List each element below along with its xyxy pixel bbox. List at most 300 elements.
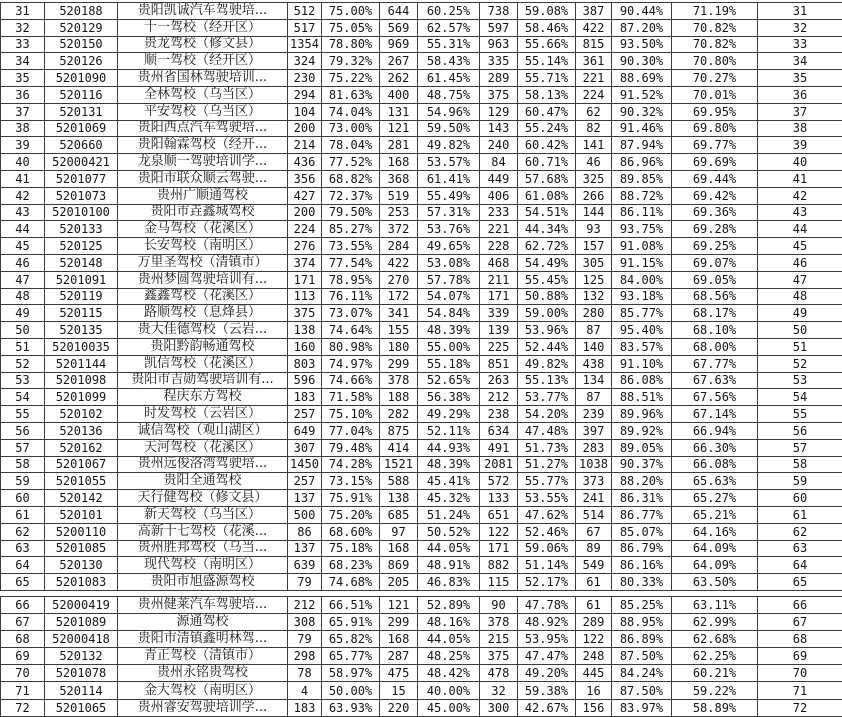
cell-rate-3: 52.17% (518, 574, 576, 591)
cell-count-4: 93 (576, 221, 612, 238)
cell-overall-rate: 69.44% (672, 170, 758, 187)
cell-rank-repeat: 64 (758, 557, 842, 574)
cell-count-2: 172 (380, 288, 418, 305)
cell-rate-3: 53.95% (518, 631, 576, 648)
cell-school-name: 十一驾校（经开区） (118, 19, 288, 36)
cell-school-code: 52000419 (45, 597, 118, 614)
cell-count-2: 281 (380, 137, 418, 154)
cell-count-4: 82 (576, 120, 612, 137)
cell-count-4: 134 (576, 372, 612, 389)
cell-count-4: 221 (576, 70, 612, 87)
cell-overall-rate: 62.99% (672, 614, 758, 631)
cell-school-name: 贵阳市垚鑫城驾校 (118, 204, 288, 221)
cell-count-3: 215 (480, 631, 518, 648)
cell-overall-rate: 70.80% (672, 53, 758, 70)
cell-rank: 46 (1, 254, 45, 271)
cell-count-4: 87 (576, 389, 612, 406)
cell-overall-rate: 69.25% (672, 238, 758, 255)
cell-rank: 31 (1, 3, 45, 20)
cell-count-3: 221 (480, 221, 518, 238)
cell-count-2: 588 (380, 473, 418, 490)
cell-rank: 47 (1, 271, 45, 288)
cell-rate-3: 55.13% (518, 372, 576, 389)
cell-rate-4: 87.20% (612, 19, 672, 36)
cell-rate-4: 87.94% (612, 137, 672, 154)
cell-count-3: 378 (480, 614, 518, 631)
cell-rate-3: 61.08% (518, 187, 576, 204)
cell-rate-1: 73.07% (322, 305, 380, 322)
cell-rate-2: 55.00% (418, 338, 480, 355)
cell-count-3: 738 (480, 3, 518, 20)
table-row (1, 389, 842, 406)
cell-rate-2: 56.38% (418, 389, 480, 406)
cell-school-code: 5201089 (45, 614, 118, 631)
cell-school-name: 平安驾校（乌当区） (118, 103, 288, 120)
cell-count-3: 228 (480, 238, 518, 255)
cell-rank: 38 (1, 120, 45, 137)
cell-school-name: 贵州省国林驾驶培训... (118, 70, 288, 87)
table-row (1, 338, 842, 355)
cell-school-code: 520132 (45, 648, 118, 665)
cell-rate-3: 53.96% (518, 322, 576, 339)
cell-rate-4: 93.18% (612, 288, 672, 305)
cell-school-code: 520131 (45, 103, 118, 120)
cell-count-4: 266 (576, 187, 612, 204)
cell-rate-2: 58.43% (418, 53, 480, 70)
cell-count-4: 132 (576, 288, 612, 305)
cell-school-code: 5201069 (45, 120, 118, 137)
cell-school-name: 贵阳全通驾校 (118, 473, 288, 490)
cell-rate-2: 55.31% (418, 36, 480, 53)
cell-rank: 54 (1, 389, 45, 406)
cell-school-name: 高新十七驾校（花溪... (118, 523, 288, 540)
cell-overall-rate: 64.09% (672, 557, 758, 574)
table-row (1, 456, 842, 473)
cell-school-name: 贵阳市吉勋驾驶培训有... (118, 372, 288, 389)
cell-school-name: 程庆东方驾校 (118, 389, 288, 406)
cell-school-name: 青正驾校（清镇市） (118, 648, 288, 665)
cell-rate-3: 53.55% (518, 490, 576, 507)
cell-school-name: 现代驾校（南明区） (118, 557, 288, 574)
cell-count-4: 815 (576, 36, 612, 53)
cell-count-1: 324 (288, 53, 322, 70)
table-row (1, 372, 842, 389)
cell-count-1: 375 (288, 305, 322, 322)
cell-school-name: 贵州胜邦驾校（乌当... (118, 540, 288, 557)
table-row (1, 523, 842, 540)
cell-count-1: 78 (288, 665, 322, 682)
cell-count-3: 468 (480, 254, 518, 271)
cell-school-code: 520114 (45, 682, 118, 699)
table-row (1, 120, 842, 137)
cell-rank: 43 (1, 204, 45, 221)
cell-rate-1: 74.04% (322, 103, 380, 120)
cell-count-2: 121 (380, 597, 418, 614)
cell-rank-repeat: 57 (758, 439, 842, 456)
table-row (1, 490, 842, 507)
cell-rate-4: 83.57% (612, 338, 672, 355)
cell-count-3: 2081 (480, 456, 518, 473)
cell-rate-2: 53.57% (418, 154, 480, 171)
cell-rank-repeat: 33 (758, 36, 842, 53)
cell-rate-1: 78.95% (322, 271, 380, 288)
cell-rate-3: 49.20% (518, 665, 576, 682)
cell-school-code: 5200110 (45, 523, 118, 540)
cell-rate-3: 60.71% (518, 154, 576, 171)
cell-school-name: 天行健驾校（修文县） (118, 490, 288, 507)
cell-school-name: 天河驾校（花溪区） (118, 439, 288, 456)
cell-count-3: 651 (480, 506, 518, 523)
cell-count-4: 373 (576, 473, 612, 490)
cell-rate-1: 80.98% (322, 338, 380, 355)
cell-count-1: 517 (288, 19, 322, 36)
cell-overall-rate: 70.82% (672, 19, 758, 36)
cell-school-name: 贵州健莱汽车驾驶培... (118, 597, 288, 614)
cell-school-name: 贵州远俊洛湾驾驶培... (118, 456, 288, 473)
cell-overall-rate: 68.00% (672, 338, 758, 355)
table-row (1, 238, 842, 255)
cell-rate-1: 63.93% (322, 699, 380, 716)
cell-count-3: 375 (480, 648, 518, 665)
table-row (1, 699, 842, 716)
table-row (1, 271, 842, 288)
cell-rate-4: 95.40% (612, 322, 672, 339)
cell-rank: 51 (1, 338, 45, 355)
cell-overall-rate: 68.56% (672, 288, 758, 305)
cell-rate-2: 54.96% (418, 103, 480, 120)
cell-count-3: 406 (480, 187, 518, 204)
cell-count-1: 160 (288, 338, 322, 355)
cell-rank: 61 (1, 506, 45, 523)
table-row (1, 170, 842, 187)
cell-rank: 64 (1, 557, 45, 574)
cell-overall-rate: 69.42% (672, 187, 758, 204)
table-row (1, 557, 842, 574)
cell-overall-rate: 69.05% (672, 271, 758, 288)
cell-count-1: 803 (288, 355, 322, 372)
cell-count-3: 211 (480, 271, 518, 288)
cell-rate-1: 74.97% (322, 355, 380, 372)
cell-count-2: 253 (380, 204, 418, 221)
cell-rate-2: 53.08% (418, 254, 480, 271)
cell-school-code: 5201091 (45, 271, 118, 288)
cell-count-2: 368 (380, 170, 418, 187)
table-row (1, 70, 842, 87)
cell-rate-4: 86.77% (612, 506, 672, 523)
cell-rate-2: 54.07% (418, 288, 480, 305)
cell-rank: 56 (1, 422, 45, 439)
cell-count-3: 335 (480, 53, 518, 70)
cell-count-3: 233 (480, 204, 518, 221)
cell-count-2: 168 (380, 154, 418, 171)
cell-rank-repeat: 71 (758, 682, 842, 699)
cell-overall-rate: 67.14% (672, 406, 758, 423)
cell-rate-1: 68.82% (322, 170, 380, 187)
cell-count-4: 549 (576, 557, 612, 574)
cell-school-name: 贵州梦圆驾驶培训有... (118, 271, 288, 288)
cell-count-1: 200 (288, 120, 322, 137)
cell-school-code: 520126 (45, 53, 118, 70)
cell-rate-4: 84.24% (612, 665, 672, 682)
cell-rate-1: 74.64% (322, 322, 380, 339)
cell-rate-4: 86.96% (612, 154, 672, 171)
cell-overall-rate: 64.09% (672, 540, 758, 557)
cell-count-2: 400 (380, 86, 418, 103)
cell-rate-3: 57.68% (518, 170, 576, 187)
cell-count-3: 449 (480, 170, 518, 187)
cell-rate-1: 77.04% (322, 422, 380, 439)
cell-count-4: 224 (576, 86, 612, 103)
cell-rank: 58 (1, 456, 45, 473)
cell-count-2: 287 (380, 648, 418, 665)
cell-count-4: 67 (576, 523, 612, 540)
cell-rate-2: 52.89% (418, 597, 480, 614)
cell-rank: 57 (1, 439, 45, 456)
cell-count-2: 97 (380, 523, 418, 540)
cell-count-3: 289 (480, 70, 518, 87)
cell-rank: 65 (1, 574, 45, 591)
cell-count-4: 514 (576, 506, 612, 523)
cell-rate-3: 55.24% (518, 120, 576, 137)
cell-count-1: 308 (288, 614, 322, 631)
cell-rate-3: 53.77% (518, 389, 576, 406)
cell-count-4: 157 (576, 238, 612, 255)
cell-school-name: 贵州永铭贵驾校 (118, 665, 288, 682)
cell-count-2: 475 (380, 665, 418, 682)
cell-rate-4: 88.69% (612, 70, 672, 87)
cell-rank: 49 (1, 305, 45, 322)
cell-school-code: 520142 (45, 490, 118, 507)
cell-rate-3: 62.72% (518, 238, 576, 255)
cell-rate-4: 89.92% (612, 422, 672, 439)
table-row (1, 631, 842, 648)
cell-rate-3: 54.20% (518, 406, 576, 423)
cell-rank-repeat: 58 (758, 456, 842, 473)
cell-rate-1: 75.20% (322, 506, 380, 523)
table-row (1, 221, 842, 238)
cell-rate-4: 88.72% (612, 187, 672, 204)
cell-rank-repeat: 32 (758, 19, 842, 36)
cell-rate-1: 65.82% (322, 631, 380, 648)
cell-rate-4: 89.85% (612, 170, 672, 187)
cell-rate-2: 52.11% (418, 422, 480, 439)
cell-count-3: 139 (480, 322, 518, 339)
cell-count-4: 125 (576, 271, 612, 288)
cell-count-3: 851 (480, 355, 518, 372)
cell-school-name: 全林驾校（乌当区） (118, 86, 288, 103)
cell-count-4: 280 (576, 305, 612, 322)
cell-school-code: 520148 (45, 254, 118, 271)
cell-rate-2: 49.29% (418, 406, 480, 423)
cell-rank-repeat: 54 (758, 389, 842, 406)
cell-count-1: 200 (288, 204, 322, 221)
cell-count-3: 129 (480, 103, 518, 120)
cell-rate-2: 44.05% (418, 540, 480, 557)
cell-school-code: 5201085 (45, 540, 118, 557)
cell-count-4: 140 (576, 338, 612, 355)
cell-rate-1: 77.54% (322, 254, 380, 271)
table-row (1, 422, 842, 439)
cell-rate-2: 51.24% (418, 506, 480, 523)
cell-count-1: 276 (288, 238, 322, 255)
table-row (1, 322, 842, 339)
cell-count-4: 422 (576, 19, 612, 36)
cell-count-1: 649 (288, 422, 322, 439)
table-row (1, 506, 842, 523)
cell-rate-2: 48.42% (418, 665, 480, 682)
cell-rate-1: 68.60% (322, 523, 380, 540)
cell-rank-repeat: 60 (758, 490, 842, 507)
cell-count-2: 138 (380, 490, 418, 507)
cell-rank: 35 (1, 70, 45, 87)
cell-count-3: 240 (480, 137, 518, 154)
cell-rate-1: 79.48% (322, 439, 380, 456)
ranking-table-part-2 (0, 596, 842, 717)
cell-rate-1: 77.52% (322, 154, 380, 171)
cell-school-name: 源通驾校 (118, 614, 288, 631)
cell-school-name: 顺一驾校（经开区） (118, 53, 288, 70)
cell-rate-4: 91.52% (612, 86, 672, 103)
cell-rate-3: 47.48% (518, 422, 576, 439)
cell-count-2: 422 (380, 254, 418, 271)
cell-count-1: 257 (288, 406, 322, 423)
cell-school-name: 贵州广顺通驾校 (118, 187, 288, 204)
cell-count-2: 414 (380, 439, 418, 456)
cell-rate-4: 93.75% (612, 221, 672, 238)
cell-rate-4: 86.79% (612, 540, 672, 557)
cell-rank-repeat: 65 (758, 574, 842, 591)
cell-school-code: 5201099 (45, 389, 118, 406)
cell-count-1: 4 (288, 682, 322, 699)
cell-rate-2: 60.25% (418, 3, 480, 20)
cell-rate-2: 53.76% (418, 221, 480, 238)
table-row (1, 439, 842, 456)
cell-rate-1: 75.00% (322, 3, 380, 20)
cell-count-2: 299 (380, 355, 418, 372)
cell-count-1: 257 (288, 473, 322, 490)
ranking-table-body (1, 3, 842, 591)
cell-overall-rate: 66.30% (672, 439, 758, 456)
cell-rate-2: 45.00% (418, 699, 480, 716)
cell-rate-3: 59.38% (518, 682, 576, 699)
cell-rate-1: 75.22% (322, 70, 380, 87)
cell-overall-rate: 62.68% (672, 631, 758, 648)
cell-rank: 67 (1, 614, 45, 631)
cell-overall-rate: 69.95% (672, 103, 758, 120)
cell-rate-1: 79.32% (322, 53, 380, 70)
cell-rank-repeat: 39 (758, 137, 842, 154)
cell-rank: 68 (1, 631, 45, 648)
cell-rate-4: 91.46% (612, 120, 672, 137)
cell-count-3: 212 (480, 389, 518, 406)
table-row (1, 540, 842, 557)
cell-rank: 32 (1, 19, 45, 36)
cell-count-1: 137 (288, 540, 322, 557)
table-row (1, 204, 842, 221)
cell-rank-repeat: 31 (758, 3, 842, 20)
cell-school-code: 520115 (45, 305, 118, 322)
cell-rate-4: 88.95% (612, 614, 672, 631)
cell-rate-3: 54.49% (518, 254, 576, 271)
cell-rate-3: 55.77% (518, 473, 576, 490)
cell-school-name: 时发驾校（云岩区） (118, 406, 288, 423)
table-row (1, 473, 842, 490)
cell-rate-2: 61.41% (418, 170, 480, 187)
cell-count-2: 372 (380, 221, 418, 238)
cell-count-1: 374 (288, 254, 322, 271)
cell-count-1: 224 (288, 221, 322, 238)
cell-school-name: 诚信驾校（观山湖区） (118, 422, 288, 439)
cell-count-4: 62 (576, 103, 612, 120)
cell-rate-4: 86.89% (612, 631, 672, 648)
table-row (1, 187, 842, 204)
cell-rate-4: 89.05% (612, 439, 672, 456)
cell-rank: 42 (1, 187, 45, 204)
cell-rate-3: 55.66% (518, 36, 576, 53)
cell-overall-rate: 68.17% (672, 305, 758, 322)
cell-rate-1: 78.80% (322, 36, 380, 53)
cell-rank-repeat: 37 (758, 103, 842, 120)
cell-school-name: 路顺驾校（息烽县） (118, 305, 288, 322)
cell-count-3: 478 (480, 665, 518, 682)
cell-rate-1: 75.18% (322, 540, 380, 557)
cell-rank-repeat: 72 (758, 699, 842, 716)
cell-rate-3: 55.45% (518, 271, 576, 288)
cell-rate-4: 90.32% (612, 103, 672, 120)
cell-school-name: 贵阳西点汽车驾驶培... (118, 120, 288, 137)
cell-rate-3: 59.08% (518, 3, 576, 20)
cell-rate-4: 90.44% (612, 3, 672, 20)
cell-count-4: 141 (576, 137, 612, 154)
table-row (1, 53, 842, 70)
cell-rank-repeat: 67 (758, 614, 842, 631)
table-row (1, 305, 842, 322)
cell-count-3: 171 (480, 540, 518, 557)
cell-rank-repeat: 38 (758, 120, 842, 137)
cell-count-3: 263 (480, 372, 518, 389)
cell-count-4: 289 (576, 614, 612, 631)
cell-count-4: 325 (576, 170, 612, 187)
cell-rate-2: 40.00% (418, 682, 480, 699)
cell-rate-3: 47.78% (518, 597, 576, 614)
cell-count-2: 569 (380, 19, 418, 36)
cell-rate-1: 74.66% (322, 372, 380, 389)
cell-rank-repeat: 36 (758, 86, 842, 103)
cell-rate-3: 59.06% (518, 540, 576, 557)
cell-rank: 40 (1, 154, 45, 171)
cell-rate-1: 78.04% (322, 137, 380, 154)
cell-rank: 50 (1, 322, 45, 339)
cell-rank-repeat: 56 (758, 422, 842, 439)
cell-overall-rate: 67.77% (672, 355, 758, 372)
cell-overall-rate: 63.50% (672, 574, 758, 591)
cell-rate-4: 89.96% (612, 406, 672, 423)
cell-rate-3: 47.62% (518, 506, 576, 523)
cell-count-1: 436 (288, 154, 322, 171)
cell-school-name: 金大驾校（南明区） (118, 682, 288, 699)
cell-count-2: 644 (380, 3, 418, 20)
cell-rate-3: 49.82% (518, 355, 576, 372)
cell-count-3: 375 (480, 86, 518, 103)
cell-school-code: 520150 (45, 36, 118, 53)
cell-rank-repeat: 47 (758, 271, 842, 288)
cell-rate-2: 45.41% (418, 473, 480, 490)
cell-rate-1: 79.50% (322, 204, 380, 221)
cell-count-1: 1354 (288, 36, 322, 53)
cell-overall-rate: 65.27% (672, 490, 758, 507)
cell-overall-rate: 60.21% (672, 665, 758, 682)
cell-rate-2: 46.83% (418, 574, 480, 591)
